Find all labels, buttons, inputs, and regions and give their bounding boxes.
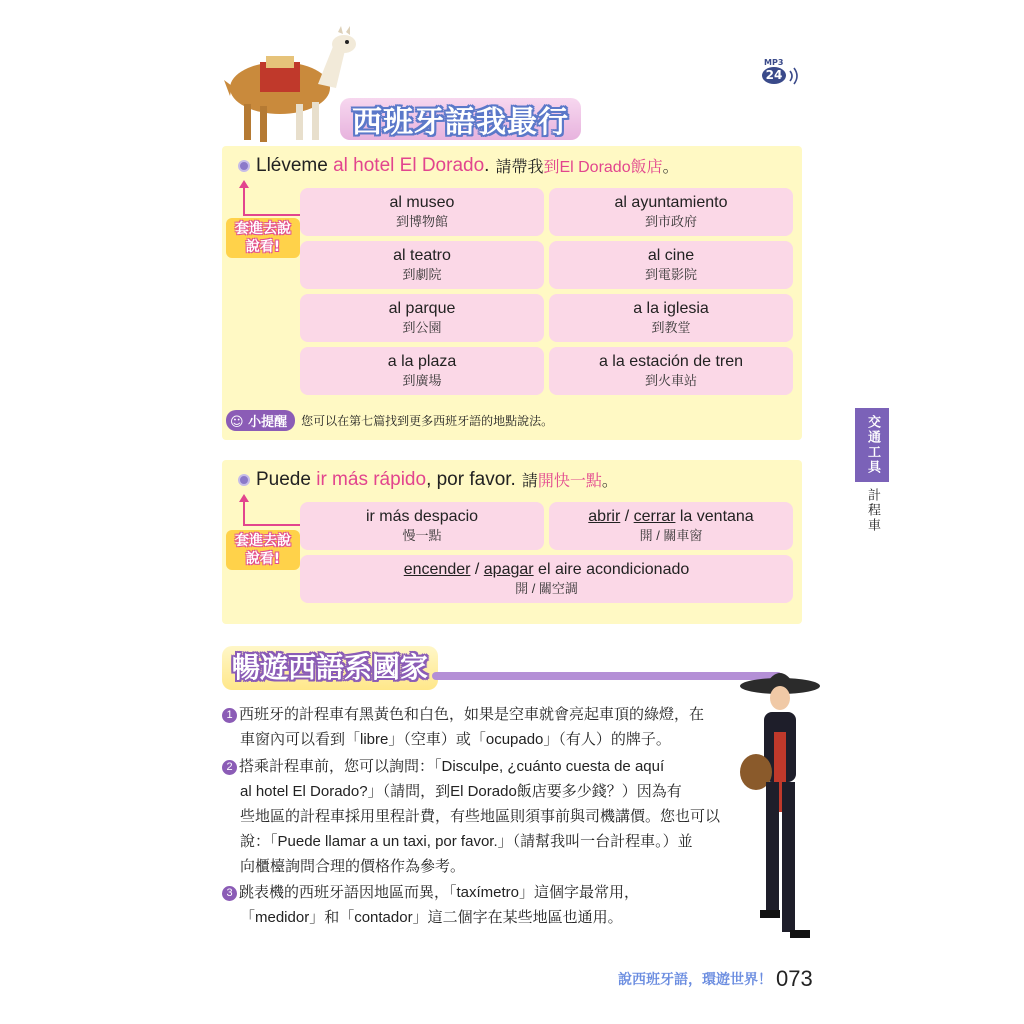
vocab-cell[interactable] (300, 502, 544, 550)
mp3-track-badge[interactable] (762, 58, 804, 86)
sentence-zh-part: 。 (601, 473, 618, 490)
paragraph-line: al hotel El Dorado?」（請問，到El Dorado飯店要多少錢？）因為有 (240, 783, 682, 800)
vocab-cell[interactable] (549, 502, 793, 550)
vocab-cell[interactable] (300, 188, 544, 236)
culture-paragraph-1 (222, 702, 742, 752)
sentence-es-part: , por favor. (426, 468, 516, 490)
sentence-es-part: Puede (256, 468, 317, 490)
sentence-zh-part: 請 (521, 473, 538, 490)
mariachi-illustration (738, 662, 822, 946)
vocab-es: a la plaza (387, 353, 457, 370)
vocab-zh: 開 / 關車窗 (639, 528, 703, 543)
vocab-es-sep: / (620, 508, 634, 525)
culture-section-title: 暢遊西語系國家 (222, 646, 438, 690)
sentence-es-highlight: ir más rápido (316, 468, 427, 490)
tip-label: 小提醒 (248, 415, 288, 430)
sentence-zh-highlight: 到El Dorado飯店 (543, 159, 663, 176)
culture-paragraph-3 (222, 880, 742, 930)
try-it-label: 套進去說說看! (226, 530, 300, 570)
sentence-zh-part: 請帶我 (495, 159, 544, 176)
vocab-zh: 開 / 關空調 (515, 581, 578, 596)
vocab-zh: 到火車站 (644, 373, 697, 388)
vocab-es-rest: la ventana (675, 508, 754, 525)
vocab-es-option: cerrar (633, 508, 676, 525)
vocab-zh: 到劇院 (402, 267, 442, 282)
vocab-zh: 到市政府 (644, 214, 697, 229)
chapter-subtopic: 計程車 (865, 488, 880, 533)
paragraph-line: 些地區的計程車採用里程計費，有些地區則須事前與司機講價。您也可以 (240, 808, 721, 825)
sentence-zh-part: 。 (662, 159, 679, 176)
vocab-zh: 到廣場 (402, 373, 442, 388)
sentence-zh-highlight: 開快一點 (537, 473, 602, 490)
tip-row (226, 410, 553, 431)
vocab-es-rest: el aire acondicionado (533, 561, 690, 578)
vocab-cell[interactable] (300, 555, 793, 603)
connector-line (243, 500, 301, 526)
page-footer (618, 966, 813, 992)
try-it-label: 套進去說說看! (226, 218, 300, 258)
vocab-es (549, 502, 793, 527)
paragraph-line: 向櫃檯詢問合理的價格作為參考。 (240, 858, 466, 875)
speaker-waves-icon (788, 66, 804, 86)
vocab-es-sep: / (470, 561, 484, 578)
page-number: 073 (776, 966, 813, 991)
vocab-cell[interactable] (549, 347, 793, 395)
sentence-speed (238, 468, 618, 491)
vocab-es: al cine (647, 247, 695, 264)
section-divider (432, 672, 782, 680)
number-badge: 3 (222, 886, 237, 901)
mp3-track-number: 24 (762, 67, 786, 84)
paragraph-line: 搭乘計程車前，您可以詢問：「Disculpe, ¿cuánto cuesta de aquí (239, 758, 665, 775)
sentence-hotel (238, 154, 679, 177)
number-badge: 1 (222, 708, 237, 723)
vocab-cell[interactable] (300, 347, 544, 395)
paragraph-line: 西班牙的計程車有黑黃色和白色，如果是空車就會亮起車頂的綠燈，在 (239, 706, 705, 723)
vocab-es: al parque (388, 300, 456, 317)
chapter-tab[interactable]: 交通工具 (855, 408, 889, 482)
vocab-zh: 到公園 (402, 320, 442, 335)
vocab-es-option: encender (403, 561, 471, 578)
sentence-es-part: . (484, 154, 490, 176)
bullet-icon (238, 160, 250, 172)
sentence-es-highlight: al hotel El Dorado (333, 154, 485, 176)
lesson-title: 西班牙語我最行 (340, 98, 581, 140)
vocab-zh: 到電影院 (644, 267, 697, 282)
vocab-es-option: apagar (483, 561, 534, 578)
vocab-es: al teatro (393, 247, 451, 264)
culture-paragraph-2 (222, 754, 742, 879)
paragraph-line: 車窗內可以看到「libre」（空車）或「ocupado」（有人）的牌子。 (240, 731, 671, 748)
vocab-cell[interactable] (300, 241, 544, 289)
vocab-cell[interactable] (300, 294, 544, 342)
footer-slogan: 說西班牙語，環遊世界！ (618, 972, 772, 988)
vocab-zh: 到教堂 (651, 320, 691, 335)
vocab-es: al ayuntamiento (614, 194, 728, 211)
paragraph-line: 「medidor」和「contador」這二個字在某些地區也通用。 (240, 909, 623, 926)
vocab-cell[interactable] (549, 188, 793, 236)
sentence-es-part: Lléveme (256, 154, 334, 176)
paragraph-line: 跳表機的西班牙語因地區而異，「taxímetro」這個字最常用， (239, 884, 640, 901)
bullet-icon (238, 474, 250, 486)
paragraph-line: 說：「Puede llamar a un taxi, por favor.」（請幫我叫一台計程車。）並 (240, 833, 693, 850)
tip-badge: ☺ 小提醒 (226, 410, 295, 431)
vocab-cell[interactable] (549, 241, 793, 289)
vocab-es (300, 555, 793, 580)
vocab-zh: 到博物館 (395, 214, 448, 229)
number-badge: 2 (222, 760, 237, 775)
vocab-es: al museo (389, 194, 455, 211)
tip-text: 您可以在第七篇找到更多西班牙語的地點說法。 (301, 414, 554, 428)
vocab-zh: 慢一點 (402, 528, 442, 543)
connector-line (243, 186, 301, 216)
vocab-cell[interactable] (549, 294, 793, 342)
vocab-es: a la iglesia (633, 300, 709, 317)
vocab-es-option: abrir (588, 508, 621, 525)
vocab-es: a la estación de tren (598, 353, 744, 370)
mp3-label: MP3 (764, 58, 784, 67)
vocab-es: ir más despacio (365, 508, 479, 525)
